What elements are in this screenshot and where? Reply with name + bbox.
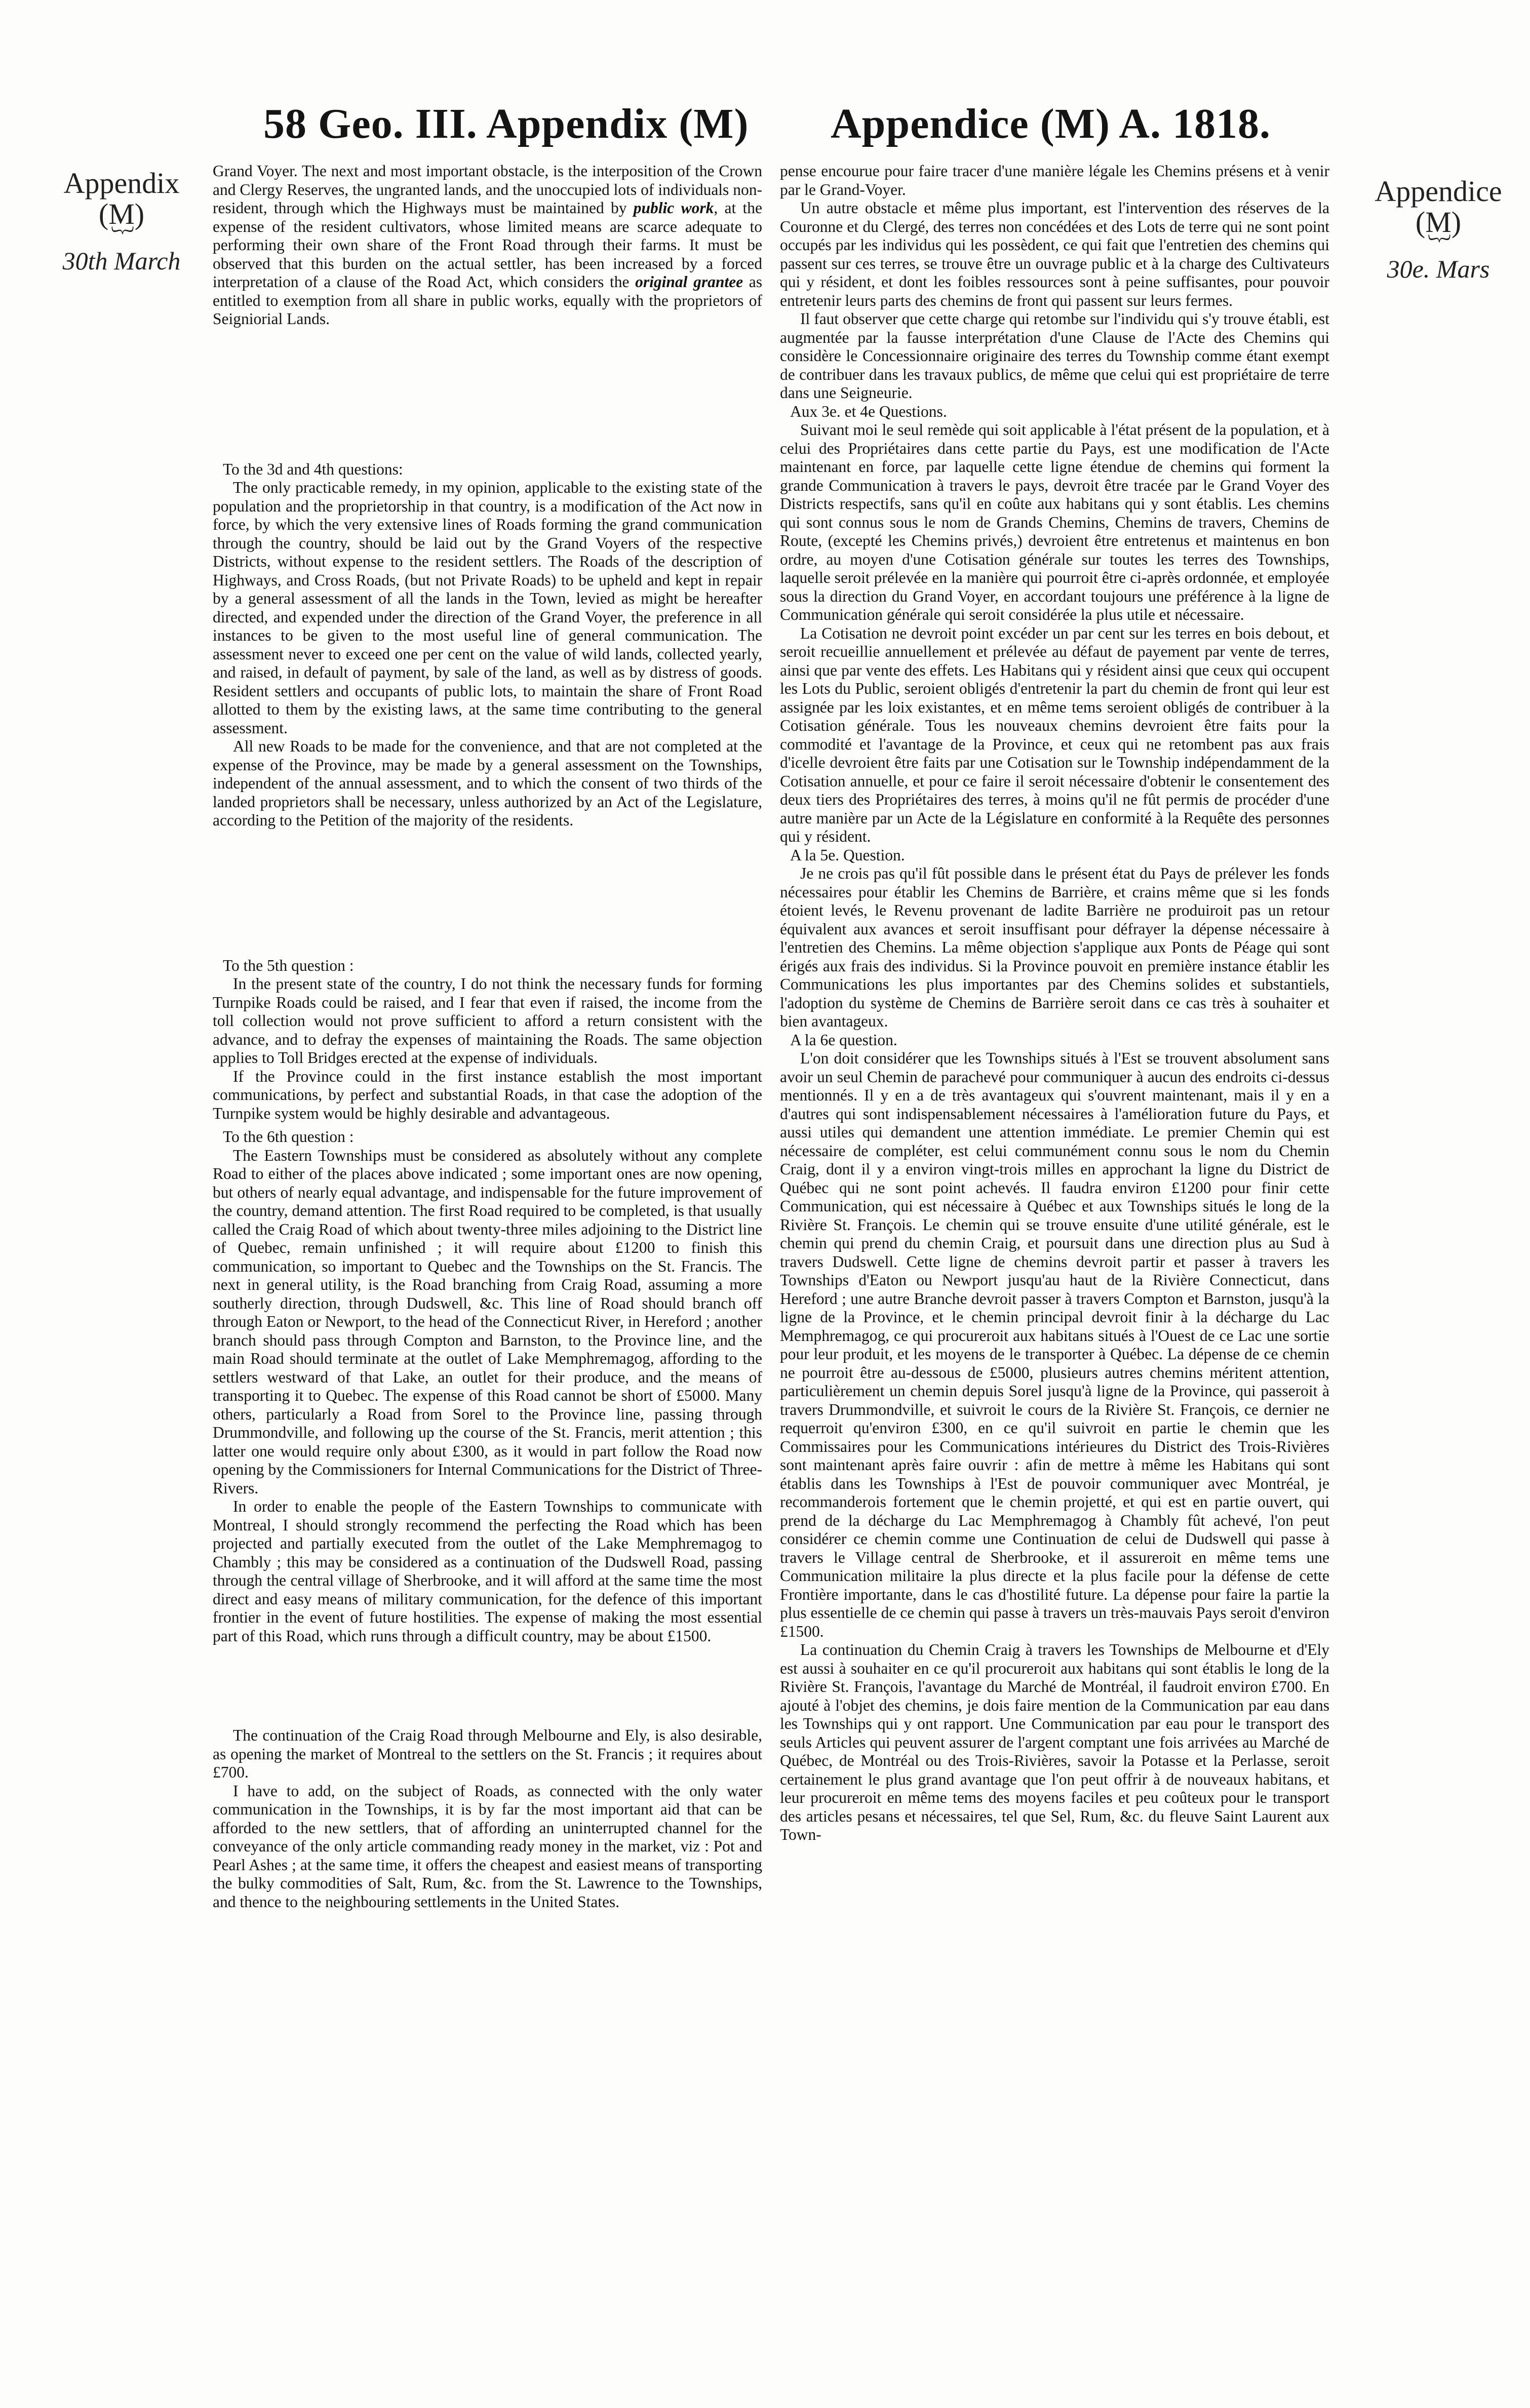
margin-note-left-label: Appendix — [63, 167, 180, 200]
emphasis-text: public work — [633, 199, 714, 217]
french-paragraph: L'on doit considérer que les Townships situés à l'Est se trouvent absolument sans avoir un seul Chemin de parachevé pour communiquer à aucun des endroits ci-dessus mentionnés. Il y en a de très avantageux qui s'ouvrent maintenant, mais il y en a d'autres qui sont indispensablement nécessaires à l'amélioration future du Pays, et aussi utiles qui demandent une attention immédiate. Le premier Chemin qui est nécessaire de compléter, est celui communément connu sous le nom du Chemin Craig, dont il y a environ vingt-trois milles en approchant la ligne du District de Québec qui ne sont point achevés. Il faudra environ £1200 pour finir cette Communication, qui est nécessaire à Québec et aux Townships situés le long de la Rivière St. François. Le chemin qui se trouve ensuite d'une utilité générale, est le chemin qui prend du chemin Craig, et poursuit dans une direction plus au Sud à travers Dudswell. Cette ligne de chemins devroit partir et passer à travers les Townships d'Eaton ou Newport jusqu'au haut de la Rivière Connecticut, dans Hereford ; une autre Branche devroit passer à travers Compton et Barnston, jusqu'à la ligne de la Province, et le chemin principal devroit finir à la décharge du Lac Memphremagog, ce qui procureroit aux habitans situés à l'Ouest de ce Lac une sortie pour leur produit, et les moyens de le transporter à Québec. La dépense de ce chemin ne pourroit être au-dessous de £5000, plusieurs autres chemins méritent attention, particulièrement un chemin depuis Sorel jusqu'à ligne de la Province, qui passeroit à travers Drummondville, et suivroit le cours de la Rivière St. François, ce dernier ne requerroit qu'environ £300, en ce qu'il suivroit en partie le chemin que les Commissaires pour les Communications intérieures du District des Trois-Rivières sont maintenant après faire ouvrir : afin de mettre à même les Habitans qui sont établis dans les Townships à l'Est de pouvoir communiquer avec Montréal, je recommanderois fortement que le chemin projetté, et qui est en partie ouvert, qui prend de la décharge du Lac Memphremagog à Chambly fût achevé, l'on peut considérer ce chemin comme une Continuation de celui de Dudswell qui passe à travers le Village central de Sherbrooke, et il assureroit en même tems une Communication militaire la plus directe et la plus facile pour la défense de cette Frontière importante, dans le cas d'hostilité future. La dépense pour faire la partie la plus essentielle de ce chemin qui passe à travers un très-mauvais Pays seroit d'environ £1500. — [780, 1049, 1329, 1640]
margin-note-left-date: 30th March — [62, 246, 181, 275]
emphasis-text: original grantee — [635, 273, 743, 291]
english-paragraph: The only practicable remedy, in my opinion, applicable to the existing state of the population and the proprietorship in that country, is a modification of the Act now in force, by which the very extensive lines of Roads forming the grand communication through the country, should be laid out by the Grand Voyers of the respective Districts, without expense to the resident settlers. The Roads of the description of Highways, and Cross Roads, (but not Private Roads) to be upheld and kept in repair by a general assessment of all the lands in the Town, levied as might be hereafter directed, and expended under the direction of the Grand Voyer, the preference in all instances to be given to the most useful line of general communication. The assessment never to exceed one per cent on the value of wild lands, collected yearly, and raised, in default of payment, by sale of the land, as well as by distress of goods. Resident settlers and occupants of public lots, to maintain the share of Front Road allotted to them by the existing laws, at the same time contributing to the general assessment. — [213, 479, 762, 737]
question-heading: To the 3d and 4th questions: — [223, 460, 403, 478]
text-span: as entitled to exemption from all share in public works, equally with the proprietors of Seigniorial Lands. — [213, 273, 762, 328]
margin-note-right-date: 30e. Mars — [1387, 254, 1490, 283]
page-header — [0, 99, 1530, 155]
text-span: , at the expense of the resident cultivators, whose limited means are scarce adequate to performing their own share of the Front Road through their farms. It must be observed that this burden on the actual settler, has been increased by a forced interpretation of a clause of the Road Act, which considers the — [213, 199, 762, 291]
french-paragraph: La continuation du Chemin Craig à travers les Townships de Melbourne et d'Ely est aussi à souhaiter en ce qu'il procureroit aux habitans qui sont établis le long de la Rivière St. François, l'avantage du Marché de Montréal, il faudroit environ £700. En ajouté à l'objet des chemins, je dois faire mention de la Communication par eau dans les Townships qui y ont rapport. Une Communication par eau pour le transport des seuls Articles qui peuvent assurer de l'argent comptant une fois arrivées au Marché de Québec, de Montréal ou des Trois-Rivières, savoir la Potasse et la Perlasse, seroit certainement le plus grand avantage que l'on peut offrir à de nouveaux habitans, et leur procureroit en même tems des moyens faciles et peu coûteux pour le transport des articles pesans et nécessaires, tel que Sel, Rum, &c. du fleuve Saint Laurent aux Town- — [780, 1641, 1329, 1843]
margin-note-right-label: Appendice — [1375, 175, 1502, 208]
header-title-english: 58 Geo. III. Appendix (M) — [263, 100, 749, 147]
english-paragraph: If the Province could in the first instance establish the most important communications, by perfect and substantial Roads, in that case the adoption of the Turnpike system would be highly desirable and advantageous. — [213, 1067, 762, 1122]
english-paragraph: The Eastern Townships must be considered as absolutely without any complete Road to either of the places above indicated ; some important ones are now opening, but others of nearly equal advantage, and indispensable for the future improvement of the country, demand attention. The first Road required to be completed, is that usually called the Craig Road of which about twenty-three miles adjoining to the District line of Quebec, remain unfinished ; it will require about £1200 to finish this communication, so important to Quebec and the Townships on the St. Francis. The next in general utility, is the Road branching from Craig Road, assuming a more southerly direction, through Dudswell, &c. This line of Road should branch off through Eaton or Newport, to the head of the Connecticut River, in Hereford ; another branch should pass through Compton and Barnston, to the Province line, and the main Road should terminate at the outlet of Lake Memphremagog, affording to the settlers westward of that Lake, an outlet for their produce, and the means of transporting it to Quebec. The expense of this Road cannot be short of £5000. Many others, particularly a Road from Sorel to the Province line, passing through Drummondville, and following up the course of the St. Francis, merit attention ; this latter one would require only about £300, as it would in part follow the Road now opening by the Commissioners for Internal Communications for the District of Three-Rivers. — [213, 1146, 762, 1497]
brace-ornament: ︸ — [1428, 234, 1448, 259]
french-paragraph: Suivant moi le seul remède qui soit applicable à l'état présent de la population, et à celui des Propriétaires dans cette partie du Pays, est une modification de l'Acte maintenant en force, par laquelle cette ligne étendue de chemins qui forment la grande Communication à travers le pays, devroit être tracée par le Grand Voyer des Districts respectifs, sans qu'il en coûte aux habitans qui y sont établis. Les chemins qui sont connus sous le nom de Grands Chemins, Chemins de travers, Chemins de Route, (excepté les Chemins privés,) devroient être entretenus et maintenus en bon ordre, au moyen d'une Cotisation générale sur toutes les terres des Townships, laquelle seroit prélevée en la manière qui pourroit être ci-après ordonnée, et employée sous la direction du Grand Voyer, en accordant toujours une préférence à la ligne de Communication générale qui seroit considérée la plus utile et nécessaire. — [780, 421, 1329, 623]
english-column — [213, 162, 762, 1911]
question-heading: Aux 3e. et 4e Questions. — [790, 402, 947, 420]
english-paragraph: In the present state of the country, I do not think the necessary funds for forming Turnpike Roads could be raised, and I fear that even if raised, the income from the toll collection would not prove sufficient to afford a return consistent with the advance, and to defray the expenses of maintaining the Roads. The same objection applies to Toll Bridges erected at the expense of individuals. — [213, 975, 762, 1067]
header-title-french: Appendice (M) A. 1818. — [831, 100, 1271, 147]
french-paragraph: pense encourue pour faire tracer d'une manière légale les Chemins présens et à venir par le Grand-Voyer. — [780, 162, 1329, 199]
french-paragraph: La Cotisation ne devroit point excéder un par cent sur les terres en bois debout, et seroit recueillie annuellement et prélevée au défaut de payement par vente de terres, ainsi que par vente des effets. Les Habitans qui y résident ainsi que ceux qui occupent les Lots du Public, seroient obligés d'entretenir la part du chemin de front qui leur est assignée par les loix existantes, et en même tems seroient obligés de contribuer à la Cotisation générale. Tous les nouveaux chemins devroient être faits pour la commodité et l'avantage de la Province, et ceux qui ne retombent pas aux frais d'icelle devroient être faits par une Cotisation sur le Township indépendamment de la Cotisation annuelle, et pour ce faire il seroit nécessaire d'obtenir le consentement des deux tiers des Propriétaires des terres, à moins qu'il ne fût permis de procéder d'une autre manière par un Acte de la Législature en conformité à la Requête des personnes qui y résident. — [780, 624, 1329, 845]
french-paragraph: Il faut observer que cette charge qui retombe sur l'individu qui s'y trouve établi, est augmentée par la fausse interprétation d'une Clause de l'Acte des Chemins qui considère le Concessionnaire originaire des terres du Township comme étant exempt de contribuer dans les travaux publics, de même que celui qui est propriétaire de terre dans une Seigneurie. — [780, 310, 1329, 402]
english-paragraph — [213, 162, 762, 329]
english-paragraph: I have to add, on the subject of Roads, as connected with the only water communication in the Townships, it is by far the most important aid that can be afforded to the new settlers, that of affording an uninterrupted channel for the conveyance of the only article commanding ready money in the market, viz : Pot and Pearl Ashes ; at the same time, it offers the cheapest and easiest means of transporting the bulky commodities of Salt, Rum, &c. from the St. Lawrence to the Townships, and thence to the neighbouring settlements in the United States. — [213, 1782, 762, 1911]
question-heading: To the 5th question : — [223, 956, 354, 974]
english-paragraph: The continuation of the Craig Road through Melbourne and Ely, is also desirable, as opening the market of Montreal to the settlers on the St. Francis ; it requires about £700. — [213, 1726, 762, 1781]
margin-note-left — [46, 168, 198, 274]
brace-ornament: ︸ — [111, 226, 132, 251]
french-paragraph: Je ne crois pas qu'il fût possible dans le présent état du Pays de prélever les fonds nécessaires pour établir les Chemins de Barrière, et crains même que si les fonds étoient levés, le Revenu provenant de ladite Barrière ne produiroit pas un retour équivalent aux avances et seroit insuffisant pour défrayer la dépense nécessaire à l'entretien des Chemins. La même objection s'applique aux Ponts de Péage qui sont érigés aux frais des individus. Si la Province pouvoit en première instance établir les Communications les plus importantes par des Chemins solides et substantiels, l'adoption du système de Chemins de Barrière seroit dans ce cas très à souhaiter et bien avantageux. — [780, 864, 1329, 1030]
french-column — [780, 162, 1329, 1844]
text-span: Grand Voyer. The next and most important obstacle, is the interposition of the Crown and Clergy Reserves, the ungranted lands, and the unoccupied lots of individuals non-resident, through which the Highways must be maintained by — [213, 162, 762, 217]
french-paragraph: Un autre obstacle et même plus important, est l'intervention des réserves de la Couronne et du Clergé, des terres non concédées et des Lots de terre qui ne sont point occupés par les individus qui les possèdent, ce qui fait que l'entretien des chemins qui passent sur ces terres, se trouve être un ouvrage public et à la charge des Cultivateurs qui y résident, et dont les foibles ressources sont à peine suffisantes, pour pouvoir entretenir leurs parts des chemins de front qui passent sur leurs fermes. — [780, 199, 1329, 309]
english-paragraph: All new Roads to be made for the convenience, and that are not completed at the expense of the Province, may be made by a general assessment on the Townships, independent of the annual assessment, and to which the consent of two thirds of the landed proprietors shall be necessary, unless authorized by an Act of the Legislature, according to the Petition of the majority of the residents. — [213, 737, 762, 829]
margin-note-right-letter: (M) — [1415, 205, 1462, 239]
margin-note-left-letter: (M) — [98, 197, 145, 230]
question-heading: A la 5e. Question. — [790, 846, 905, 864]
english-paragraph: In order to enable the people of the Eastern Townships to communicate with Montreal, I should strongly recommend the perfecting the Road which has been projected and partially executed from the outlet of the Lake Memphremagog to Chambly ; this may be considered as a continuation of the Dudswell Road, passing through the central village of Sherbrooke, and it will afford at the same time the most direct and easy means of military communication, for the defence of this important frontier in the event of future hostilities. The expense of making the most essential part of this Road, which runs through a difficult country, may be about £1500. — [213, 1497, 762, 1645]
question-heading: A la 6e question. — [790, 1031, 897, 1049]
question-heading: To the 6th question : — [223, 1128, 354, 1146]
margin-note-right — [1362, 176, 1514, 282]
